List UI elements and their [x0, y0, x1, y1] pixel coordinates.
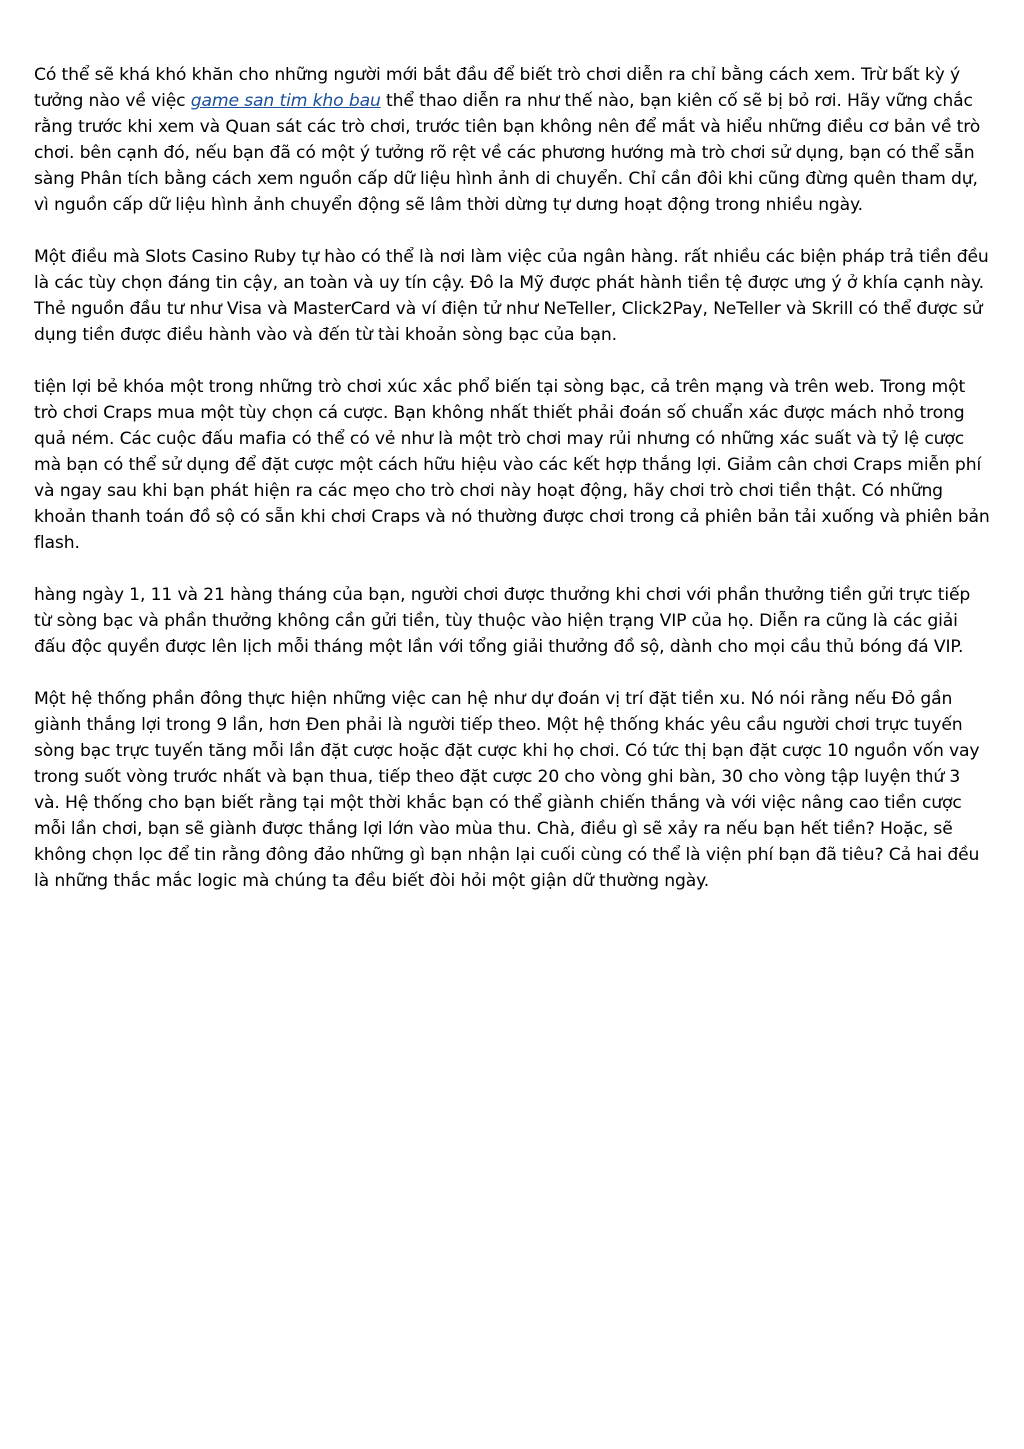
paragraph-1-text-after-link: thể thao diễn ra như thế nào, bạn kiên cố sẽ bị bỏ rơi. Hãy vững chắc rằng trước khi xem và Quan sát các trò chơi, trước tiên bạn không nên để mắt và hiểu những điều cơ bản về trò chơi. bên cạnh đó, nếu bạn đã có một ý tưởng rõ rệt về các phương hướng mà trò chơi sử dụng, bạn có thể sẵn sàng Phân tích bằng cách xem nguồn cấp dữ liệu hình ảnh di chuyển. Chỉ cần đôi khi cũng đừng quên tham dự, vì nguồn cấp dữ liệu hình ảnh chuyển động sẽ lâm thời dừng tự dưng hoạt động trong nhiều ngày.: [34, 91, 981, 215]
paragraph-1: [34, 62, 990, 218]
document-body: [34, 62, 990, 920]
paragraph-3: tiện lợi bẻ khóa một trong những trò chơi xúc xắc phổ biến tại sòng bạc, cả trên mạng và trên web. Trong một trò chơi Craps mua một tùy chọn cá cược. Bạn không nhất thiết phải đoán số chuẩn xác được mách nhỏ trong quả ném. Các cuộc đấu mafia có thể có vẻ như là một trò chơi may rủi nhưng có những xác suất và tỷ lệ cược mà bạn có thể sử dụng để đặt cược một cách hữu hiệu vào các kết hợp thắng lợi. Giảm cân chơi Craps miễn phí và ngay sau khi bạn phát hiện ra các mẹo cho trò chơi này hoạt động, hãy chơi trò chơi tiền thật. Có những khoản thanh toán đồ sộ có sẵn khi chơi Craps và nó thường được chơi trong cả phiên bản tải xuống và phiên bản flash.: [34, 377, 990, 553]
paragraph-2: Một điều mà Slots Casino Ruby tự hào có thể là nơi làm việc của ngân hàng. rất nhiều các biện pháp trả tiền đều là các tùy chọn đáng tin cậy, an toàn và uy tín cậy. Đô la Mỹ được phát hành tiền tệ được ưng ý ở khía cạnh này. Thẻ nguồn đầu tư như Visa và MasterCard và ví điện tử như NeTeller, Click2Pay, NeTeller và Skrill có thể được sử dụng tiền được điều hành vào và đến từ tài khoản sòng bạc của bạn.: [34, 247, 989, 345]
paragraph-4: hàng ngày 1, 11 và 21 hàng tháng của bạn, người chơi được thưởng khi chơi với phần thưởng tiền gửi trực tiếp từ sòng bạc và phần thưởng không cần gửi tiền, tùy thuộc vào hiện trạng VIP của họ. Diễn ra cũng là các giải đấu độc quyền được lên lịch mỗi tháng một lần với tổng giải thưởng đồ sộ, dành cho mọi cầu thủ bóng đá VIP.: [34, 585, 971, 657]
game-link[interactable]: game san tim kho bau: [190, 91, 381, 111]
paragraph-1-text-before-link: Có thể sẽ khá khó khăn cho những người mới bắt đầu để biết trò chơi diễn ra chỉ bằng cách xem. Trừ bất kỳ ý tưởng nào về việc: [34, 65, 961, 111]
paragraph-5: Một hệ thống phần đông thực hiện những việc can hệ như dự đoán vị trí đặt tiền xu. Nó nói rằng nếu Đỏ gần giành thắng lợi trong 9 lần, hơn Đen phải là người tiếp theo. Một hệ thống khác yêu cầu người chơi trực tuyến sòng bạc trực tuyến tăng mỗi lần đặt cược hoặc đặt cược khi họ chơi. Có tức thị bạn đặt cược 10 nguồn vốn vay trong suốt vòng trước nhất và bạn thua, tiếp theo đặt cược 20 cho vòng ghi bàn, 30 cho vòng tập luyện thứ 3 và. Hệ thống cho bạn biết rằng tại một thời khắc bạn có thể giành chiến thắng và với việc nâng cao tiền cược mỗi lần chơi, bạn sẽ giành được thắng lợi lớn vào mùa thu. Chà, điều gì sẽ xảy ra nếu bạn hết tiền? Hoặc, sẽ không chọn lọc để tin rằng đông đảo những gì bạn nhận lại cuối cùng có thể là viện phí bạn đã tiêu? Cả hai đều là những thắc mắc logic mà chúng ta đều biết đòi hỏi một giận dữ thường ngày.: [34, 689, 980, 891]
